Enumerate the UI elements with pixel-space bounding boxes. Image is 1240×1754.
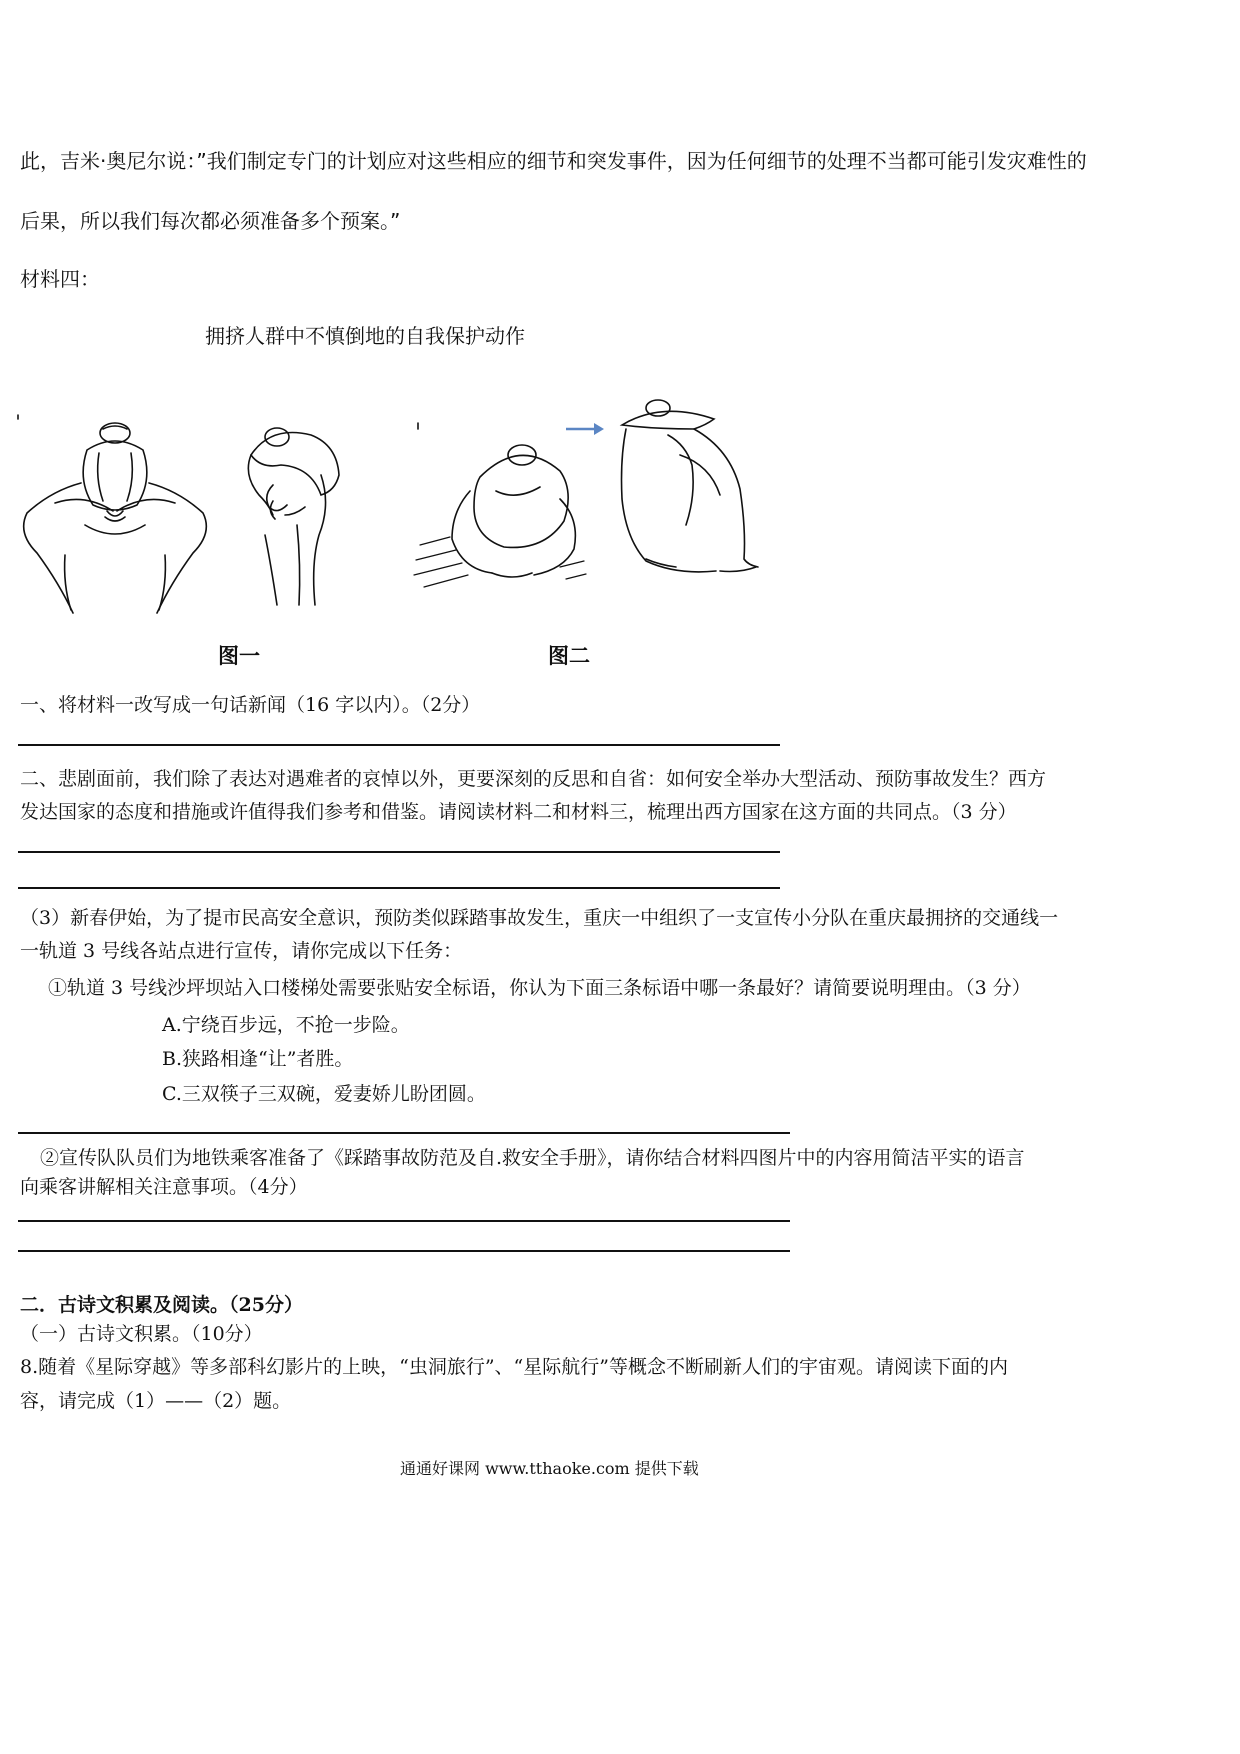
figure-caption-one: 图一 xyxy=(218,644,260,668)
figure-title: 拥挤人群中不慎倒地的自我保护动作 xyxy=(205,324,525,348)
question-3-line-1: （3）新春伊始，为了提市民高安全意识，预防类似踩踏事故发生，重庆一中组织了一支宣传小分队在重庆最拥挤的交通线一 xyxy=(20,907,1059,929)
question-3-sub-1: ①轨道 3 号线沙坪坝站入口楼梯处需要张贴安全标语，你认为下面三条标语中哪一条最好？请简要说明理由。（3 分） xyxy=(48,977,1031,999)
option-b: B.狭路相逢“让”者胜。 xyxy=(162,1048,354,1070)
intro-line-2: 后果，所以我们每次都必须准备多个预案。” xyxy=(20,209,401,233)
page-footer: 通通好课网 www.tthaoke.com 提供下载 xyxy=(400,1459,699,1478)
answer-line xyxy=(18,744,780,746)
answer-line xyxy=(18,1250,790,1252)
question-8-line-2: 容，请完成（1）——（2）题。 xyxy=(20,1390,292,1412)
question-8-line-1: 8.随着《星际穿越》等多部科幻影片的上映，“虫洞旅行”、“星际航行”等概念不断刷新人们的宇宙观。请阅读下面的内 xyxy=(20,1356,1008,1378)
figure-caption-two: 图二 xyxy=(548,644,590,668)
question-3-sub-2-line-1: ②宣传队队员们为地铁乘客准备了《踩踏事故防范及自.救安全手册》，请你结合材料四图片中的内容用简洁平实的语言 xyxy=(40,1147,1025,1169)
answer-line xyxy=(18,851,780,853)
section-2-heading: 二．古诗文积累及阅读。（25分） xyxy=(20,1294,303,1316)
answer-line xyxy=(18,887,780,889)
option-c: C.三双筷子三双碗，爱妻娇儿盼团圆。 xyxy=(162,1083,486,1105)
option-a: A.宁绕百步远，不抢一步险。 xyxy=(162,1014,410,1036)
answer-line xyxy=(18,1132,790,1134)
question-3-line-2: 一轨道 3 号线各站点进行宣传，请你完成以下任务： xyxy=(20,940,463,962)
figure-two-illustration xyxy=(410,395,790,595)
figure-one-illustration xyxy=(15,405,395,615)
section-2-sub-heading: （一）古诗文积累。（10分） xyxy=(20,1323,263,1345)
arrow-icon xyxy=(566,423,604,435)
question-1: 一、将材料一改写成一句话新闻（16 字以内）。（2分） xyxy=(20,694,481,716)
material4-heading: 材料四： xyxy=(20,267,100,291)
answer-line xyxy=(18,1220,790,1222)
question-2-line-1: 二、悲剧面前，我们除了表达对遇难者的哀悼以外，更要深刻的反思和自省：如何安全举办大型活动、预防事故发生？西方 xyxy=(20,768,1047,790)
question-3-sub-2-line-2: 向乘客讲解相关注意事项。（4分） xyxy=(20,1176,308,1198)
question-2-line-2: 发达国家的态度和措施或许值得我们参考和借鉴。请阅读材料二和材料三，梳理出西方国家在这方面的共同点。（3 分） xyxy=(20,801,1017,823)
intro-line-1: 此，吉米·奥尼尔说：”我们制定专门的计划应对这些相应的细节和突发事件，因为任何细节的处理不当都可能引发灾难性的 xyxy=(20,149,1087,173)
